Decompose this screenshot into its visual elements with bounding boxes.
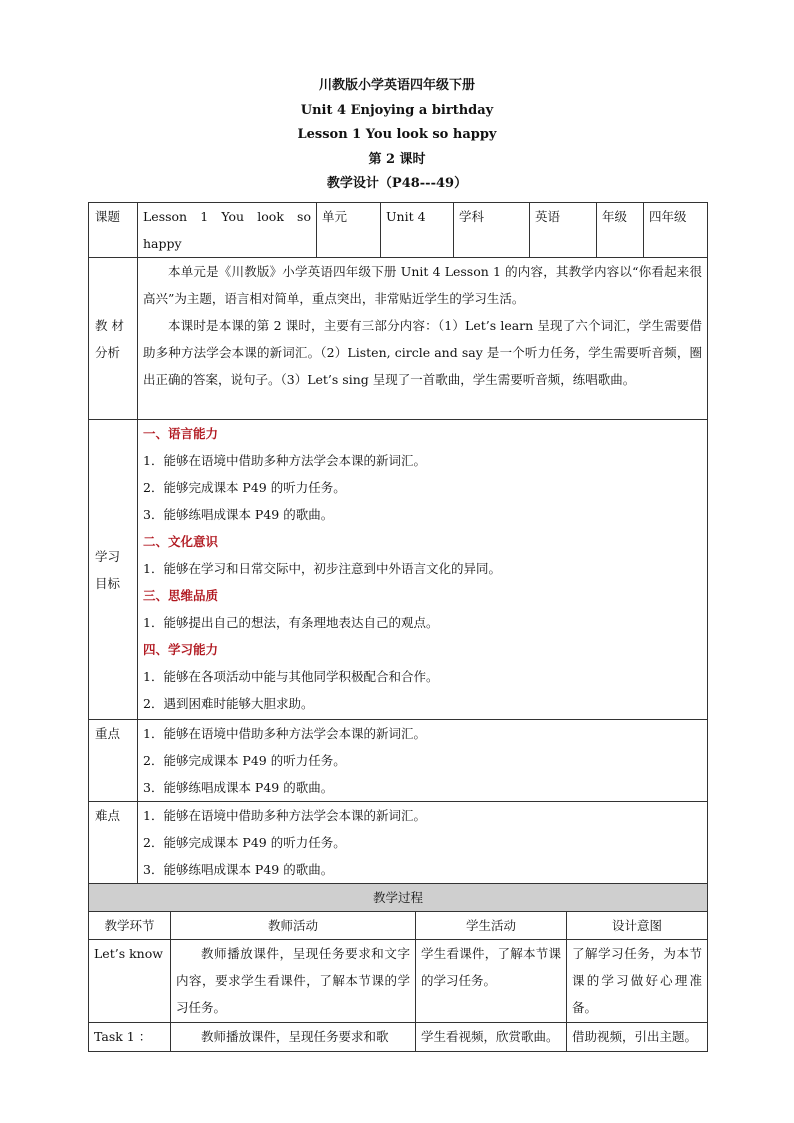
column-header: 学生活动 (416, 912, 567, 940)
goals-content (138, 420, 708, 720)
lesson-info-table (88, 202, 708, 886)
goals-section-culture: 二、文化意识 (143, 534, 219, 549)
design-intent-cell: 了解学习任务，为本节课的学习做好心理准备。 (567, 940, 708, 1023)
header-lesson: Lesson 1 You look so happy (297, 127, 497, 142)
teacher-activity-cell: 教师播放课件，呈现任务要求和歌 (171, 1023, 416, 1052)
key-point-item: 3．能够练唱成课本 P49 的歌曲。 (143, 780, 334, 795)
unit-value: Unit 4 (381, 203, 454, 258)
material-paragraph-1: 本单元是《川教版》小学英语四年级下册 Unit 4 Lesson 1 的内容，其教学内容以“你看起来很高兴”为主题，语言相对简单，重点突出，非常贴近学生的学习生活。 (143, 264, 702, 306)
difficulty-item: 2．能够完成课本 P49 的听力任务。 (143, 835, 346, 850)
goals-label: 学习 目标 (89, 420, 138, 720)
goal-item: 1．能够提出自己的想法，有条理地表达自己的观点。 (143, 615, 439, 630)
student-activity-cell: 学生看课件，了解本节课的学习任务。 (416, 940, 567, 1023)
stage-cell: Let’s know (89, 940, 171, 1023)
difficulty-item: 3．能够练唱成课本 P49 的歌曲。 (143, 862, 334, 877)
table-row (89, 940, 708, 1023)
grade-label: 年级 (597, 203, 644, 258)
topic-label: 课题 (89, 203, 138, 258)
key-points-row (89, 720, 708, 802)
goal-item: 1．能够在各项活动中能与其他同学积极配合和合作。 (143, 669, 439, 684)
header-textbook: 川教版小学英语四年级下册 (318, 78, 475, 93)
material-label: 教 材 分析 (89, 258, 138, 420)
header-period: 第 2 课时 (368, 151, 426, 167)
column-header: 设计意图 (567, 912, 708, 940)
grade-value: 四年级 (644, 203, 708, 258)
document-header (0, 74, 794, 197)
table-row (89, 1023, 708, 1052)
student-activity-cell: 学生看视频，欣赏歌曲。 (416, 1023, 567, 1052)
process-title: 教学过程 (89, 884, 708, 912)
goals-row (89, 420, 708, 720)
material-content (138, 258, 708, 420)
subject-value: 英语 (530, 203, 597, 258)
header-unit: Unit 4 Enjoying a birthday (300, 102, 494, 118)
goal-item: 2．遇到困难时能够大胆求助。 (143, 696, 314, 711)
key-point-item: 1．能够在语境中借助多种方法学会本课的新词汇。 (143, 726, 426, 741)
unit-label: 单元 (317, 203, 381, 258)
subject-label: 学科 (454, 203, 530, 258)
key-points-label: 重点 (89, 720, 138, 802)
goal-item: 1．能够在学习和日常交际中，初步注意到中外语言文化的异同。 (143, 561, 501, 576)
teacher-activity-cell: 教师播放课件，呈现任务要求和文字内容，要求学生看课件，了解本节课的学习任务。 (171, 940, 416, 1023)
goals-section-language: 一、语言能力 (143, 426, 219, 441)
goals-section-learning: 四、学习能力 (143, 642, 219, 657)
header-design-title: 教学设计（P48---49） (326, 176, 468, 191)
goals-section-thinking: 三、思维品质 (143, 588, 219, 603)
difficulties-label: 难点 (89, 802, 138, 886)
goal-item: 3．能够练唱成课本 P49 的歌曲。 (143, 507, 334, 522)
goal-item: 2．能够完成课本 P49 的听力任务。 (143, 480, 346, 495)
process-header-row (89, 912, 708, 940)
info-row (89, 203, 708, 258)
design-intent-cell: 借助视频，引出主题。 (567, 1023, 708, 1052)
key-points-content (138, 720, 708, 802)
topic-value: Lesson 1 You look so happy (138, 203, 317, 258)
material-paragraph-2: 本课时是本课的第 2 课时，主要有三部分内容：（1）Let’s learn 呈现了六个词汇，学生需要借助多种方法学会本课的新词汇。（2）Listen, circle and say 是一个听力任务，学生需要听音频，圈出正确的答案，说句子。（3）Let’s sing 呈现了一首歌曲，学生需要听音频，练唱歌曲。 (143, 318, 702, 387)
key-point-item: 2．能够完成课本 P49 的听力任务。 (143, 753, 346, 768)
column-header: 教师活动 (171, 912, 416, 940)
difficulties-row (89, 802, 708, 886)
stage-cell: Task 1 ： (89, 1023, 171, 1052)
column-header: 教学环节 (89, 912, 171, 940)
difficulties-content (138, 802, 708, 886)
goal-item: 1．能够在语境中借助多种方法学会本课的新词汇。 (143, 453, 426, 468)
material-row (89, 258, 708, 420)
teaching-process-table (88, 883, 708, 1052)
difficulty-item: 1．能够在语境中借助多种方法学会本课的新词汇。 (143, 808, 426, 823)
